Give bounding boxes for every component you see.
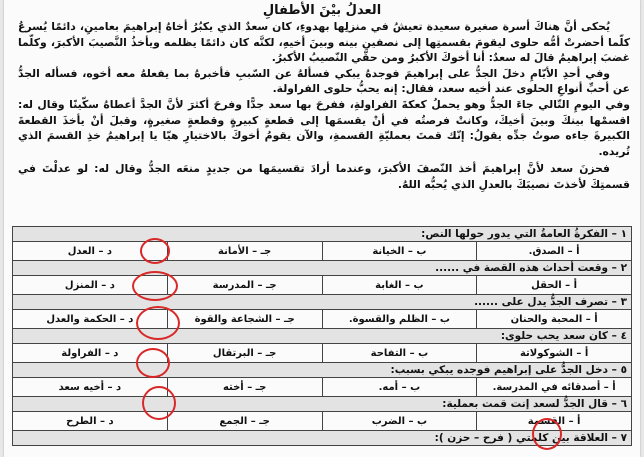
answer-option[interactable]: أ – الشوكولاتة xyxy=(477,344,632,363)
answer-option[interactable]: أ – المحبة والحنان xyxy=(477,310,632,329)
story-paragraph-4: فحزنَ سعد لأنَّ إبراهيمَ أخذ النّصفَ الأكبرَ، وعندما أرادَ تقسيمَها من جديدٍ منعَه الجدُّ وقال له: لو عدلْتَ في قسمتِكَ لأخذتَ نصيبَكَ بالعدلِ الذي يُحبُّه اللهُ. xyxy=(18,162,630,191)
answer-option[interactable]: د – المنزل xyxy=(13,276,168,295)
answer-option[interactable]: د – الطرح xyxy=(13,412,168,431)
options-row xyxy=(13,344,632,363)
answer-option[interactable]: د – العدل xyxy=(13,242,168,261)
options-row xyxy=(13,378,632,397)
answer-option[interactable]: جـ – البرتقال xyxy=(167,344,322,363)
question-text: ٦ – قال الجدُّ لسعد إنت قمت بعملية: xyxy=(13,397,632,412)
worksheet-page xyxy=(4,0,640,457)
options-row xyxy=(13,242,632,261)
answer-option[interactable]: جـ – الأمانة xyxy=(167,242,322,261)
question-row xyxy=(13,295,632,310)
answer-option[interactable]: ب – الغابة xyxy=(322,276,477,295)
question-row xyxy=(13,227,632,242)
options-row xyxy=(13,310,632,329)
options-row xyxy=(13,412,632,431)
story-text xyxy=(4,19,640,193)
questions-body xyxy=(13,227,632,446)
answer-option[interactable]: أ – القسمة xyxy=(477,412,632,431)
answer-option[interactable]: ب – الظلم والقسوة. xyxy=(322,310,477,329)
story-paragraph-2: وفي أحدِ الأيّامِ دخلَ الجدُّ على إبراهيمَ فوجدهُ يبكي فسألهُ عن السّببِ فأخبرهُ بما يفعلهُ معه أخوه، فسأله الجدُّ عن أحبِّ أنواعِ الحلوى عند أخيه سعد، فقال: إنه يحبُّ حلوى الفراولة. xyxy=(18,66,630,96)
questions-table xyxy=(12,226,632,446)
question-text: ٣ – تصرف الجدُّ يدل على ...... xyxy=(13,295,632,310)
options-row xyxy=(13,276,632,295)
answer-option[interactable]: ب – الخيانة xyxy=(322,242,477,261)
answer-option[interactable]: د – الحكمة والعدل xyxy=(13,310,168,329)
answer-option[interactable]: د – أخيه سعد xyxy=(13,378,168,397)
answer-option[interactable]: أ – الحقل xyxy=(477,276,632,295)
answer-option[interactable]: جـ – أخته xyxy=(167,378,322,397)
story-title: العدلُ بيْنَ الأطفالِ xyxy=(262,3,382,18)
question-text: ١ – الفكرةُ العامةُ التي يدور حولها النص: xyxy=(13,227,632,242)
question-row xyxy=(13,261,632,276)
answer-option[interactable]: ب – التفاحة xyxy=(322,344,477,363)
question-text: ٤ – كان سعد يحب حلوى: xyxy=(13,329,632,344)
answer-option[interactable]: جـ – الجمع xyxy=(167,412,322,431)
answer-option[interactable]: ب – أمه. xyxy=(322,378,477,397)
question-text: ٢ – وقعت أحداث هذه القصة في ...... xyxy=(13,261,632,276)
question-row xyxy=(13,397,632,412)
question-row xyxy=(13,329,632,344)
answer-option[interactable]: أ – الصدق. xyxy=(477,242,632,261)
question-text: ٥ – دخل الجدُّ على إبراهيم فوجده يبكي بسبب: xyxy=(13,363,632,378)
answer-option[interactable]: د – الفراولة xyxy=(13,344,168,363)
answer-option[interactable]: جـ – المدرسة xyxy=(167,276,322,295)
story-paragraph-3: وفي اليومِ التّالي جاءَ الجدُّ وهو يحملُ كعكةَ الفراولةِ، ففرحَ بها سعد جدًّا وفرحَ أكثرَ لأنَّ الجدَّ أعطاهُ سكّينًا وقال له: اقسمْها بينكَ وبينَ أخيكَ، وكانتْ فرصتُه في أنْ يقسمَها إلى قطعةٍ كبيرةٍ وقطعةٍ صغيرةٍ، وقبلَ أنْ يأخذَ القطعةَ الكبيرةَ جاءه صوتُ جدِّه يقولُ: إنّك قمتَ بعمليّةِ القسمةِ، والآن يقومُ أخوكَ بالاختيارِ هيّا يا إبراهيمُ خذِ القسمَ الذي تُريده. xyxy=(18,97,630,158)
answer-option[interactable]: ب – الضرب xyxy=(322,412,477,431)
answer-option[interactable]: أ – أصدقائه في المدرسة. xyxy=(477,378,632,397)
question-row xyxy=(13,431,632,446)
story-paragraph-1: يُحكى أنَّ هناكَ أسرة صغيرة سعيدة تعيشُ في منزلِها بهدوءِ، كان سعدٌ الذي يكبُرُ أخاهُ إبراهيمَ بعامينِ، دائمًا يُسرعُ كلّما أحضرتْ أمُّه حلوى ليقومَ بقسمتِها إلى نصفينِ بينه وبينَ أخيهِ، لكنَّه كان دائمًا يظلمه ويأخذُ النَّصيبَ الأكبرَ، وكلّما غضبَ إبراهيمُ قالَ له سعدٌ: أنا أخوكَ الأكبرُ ومن حقّي النّصيبُ الأكبرُ. xyxy=(18,20,630,65)
question-row xyxy=(13,363,632,378)
answer-option[interactable]: جـ – الشجاعة والقوة xyxy=(167,310,322,329)
question-text: ٧ – العلاقة بين كلمتي ( فرح – حزن ): xyxy=(13,431,632,446)
